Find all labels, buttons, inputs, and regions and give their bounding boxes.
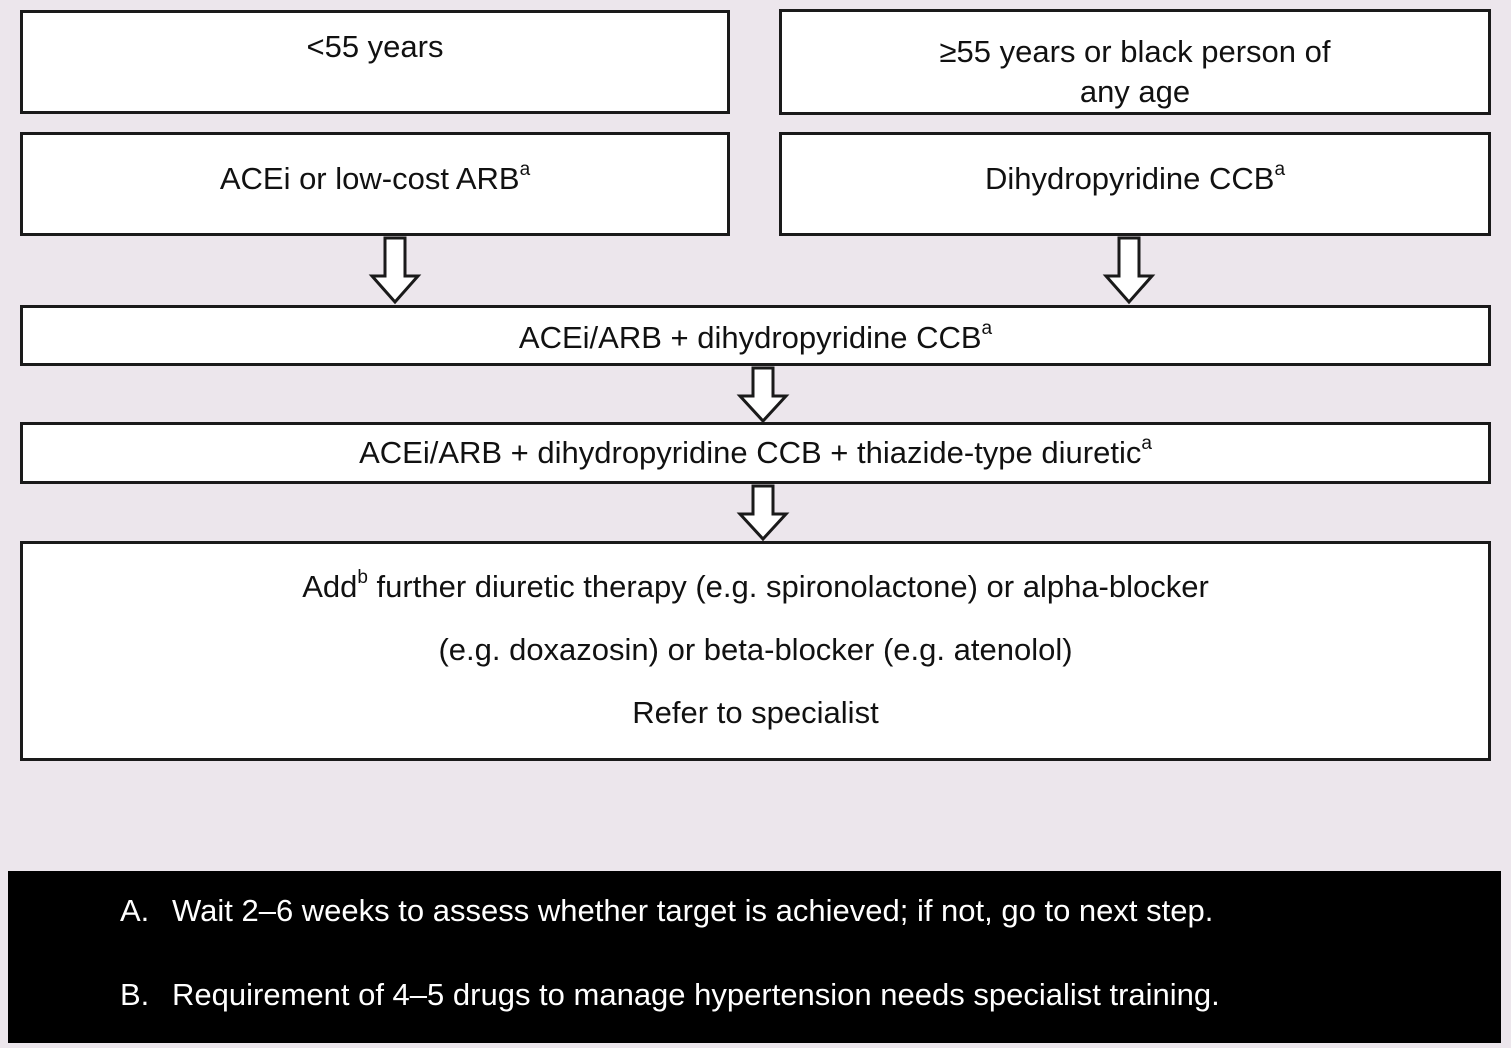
- note-b-letter: B.: [120, 977, 150, 1012]
- step4-line3: Refer to specialist: [632, 695, 879, 730]
- note-a: [120, 893, 1213, 929]
- step4-line1: [23, 567, 1488, 630]
- ccb-label: Dihydropyridine CCB: [984, 161, 1275, 196]
- step4-line2: (e.g. doxazosin) or beta-blocker (e.g. atenolol): [438, 632, 1073, 667]
- step4-line1-text: further diuretic therapy (e.g. spironolactone) or alpha-blocker: [367, 569, 1209, 604]
- step3-label: ACEi/ARB + dihydropyridine CCB + thiazide-type diuretic: [359, 435, 1142, 470]
- step4-footnote-mark: b: [357, 566, 368, 588]
- down-arrow-icon: [736, 366, 790, 424]
- age-55-plus-label-line1: ≥55 years or black person of: [939, 34, 1331, 69]
- down-arrow-icon: [368, 236, 422, 306]
- note-a-letter: A.: [120, 893, 150, 928]
- age-55-plus-label-line2: any age: [1079, 74, 1191, 109]
- step4-add-therapy-box: [20, 541, 1491, 761]
- ccb-footnote-mark: a: [1274, 158, 1286, 180]
- age-55-plus-box: [779, 9, 1491, 115]
- step2-combination-box: [20, 305, 1491, 366]
- note-b-text: Requirement of 4–5 drugs to manage hypertension needs specialist training.: [172, 977, 1220, 1012]
- step2-footnote-mark: a: [981, 317, 993, 339]
- step3-combination-box: [20, 422, 1491, 484]
- note-b: [120, 977, 1220, 1013]
- acei-arb-box: [20, 132, 730, 236]
- ccb-box: [779, 132, 1491, 236]
- step2-label: ACEi/ARB + dihydropyridine CCB: [518, 320, 982, 355]
- down-arrow-icon: [1102, 236, 1156, 306]
- down-arrow-icon: [736, 484, 790, 542]
- age-under-55-box: [20, 10, 730, 114]
- acei-arb-footnote-mark: a: [519, 158, 531, 180]
- notes-panel: [8, 871, 1501, 1043]
- age-under-55-label: <55 years: [306, 29, 444, 64]
- step3-footnote-mark: a: [1141, 432, 1152, 454]
- acei-arb-label: ACEi or low-cost ARB: [219, 161, 520, 196]
- note-a-text: Wait 2–6 weeks to assess whether target is achieved; if not, go to next step.: [172, 893, 1214, 928]
- step4-lead: Add: [302, 569, 358, 604]
